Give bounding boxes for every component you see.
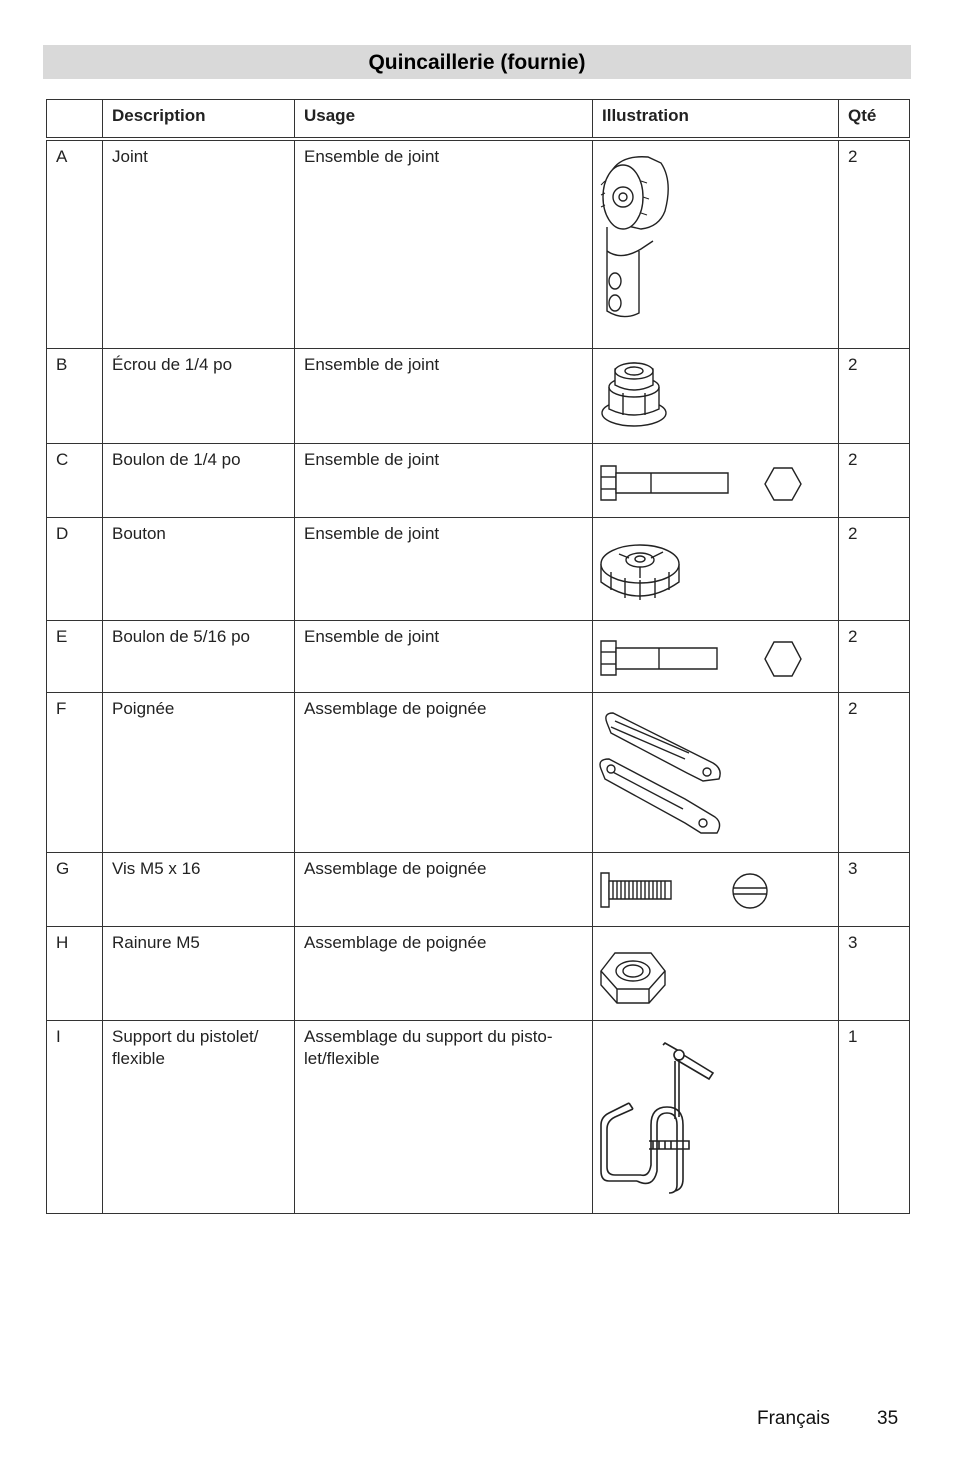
header-letter [47,100,103,140]
row-illustration [593,692,839,852]
row-description: Écrou de 1/4 po [103,348,295,443]
row-description: Support du pistolet/ flexible [103,1020,295,1213]
row-illustration [593,517,839,620]
row-usage: Ensemble de joint [295,620,593,692]
row-letter: C [47,443,103,517]
bolt-icon [593,621,839,691]
row-description: Boulon de 5/16 po [103,620,295,692]
joint-icon [593,141,839,347]
row-illustration [593,620,839,692]
row-description: Poignée [103,692,295,852]
row-illustration [593,348,839,443]
row-qty: 2 [839,620,910,692]
handle-icon [593,693,839,851]
row-qty: 2 [839,443,910,517]
row-letter: I [47,1020,103,1213]
table-row [47,517,910,620]
row-qty: 2 [839,139,910,348]
table-row [47,620,910,692]
row-illustration [593,926,839,1020]
row-usage: Ensemble de joint [295,348,593,443]
row-usage: Ensemble de joint [295,517,593,620]
row-illustration [593,443,839,517]
row-usage: Assemblage de poignée [295,692,593,852]
footer-page-number: 35 [877,1408,899,1429]
flange-nut-icon [593,349,839,441]
row-letter: G [47,852,103,926]
table-row [47,348,910,443]
row-qty: 3 [839,852,910,926]
row-illustration [593,1020,839,1213]
row-letter: A [47,139,103,348]
row-qty: 1 [839,1020,910,1213]
knob-icon [593,518,839,618]
table-row [47,692,910,852]
row-description: Bouton [103,517,295,620]
table-row [47,852,910,926]
table-row [47,139,910,348]
row-illustration [593,139,839,348]
row-letter: H [47,926,103,1020]
row-usage: Assemblage de poignée [295,926,593,1020]
row-qty: 2 [839,348,910,443]
row-usage: Ensemble de joint [295,139,593,348]
row-letter: F [47,692,103,852]
row-description: Vis M5 x 16 [103,852,295,926]
table-header-row [47,100,910,140]
row-qty: 2 [839,517,910,620]
gun-hose-holder-icon [593,1021,839,1211]
header-description: Description [103,100,295,140]
row-usage: Assemblage du support du pisto-let/flexible [295,1020,593,1213]
bolt-icon [593,444,839,516]
row-letter: B [47,348,103,443]
page-title: Quincaillerie (fournie) [43,45,911,79]
row-qty: 2 [839,692,910,852]
row-letter: D [47,517,103,620]
table-row [47,443,910,517]
table-row [47,926,910,1020]
row-description: Rainure M5 [103,926,295,1020]
row-usage: Ensemble de joint [295,443,593,517]
row-qty: 3 [839,926,910,1020]
header-qty: Qté [839,100,910,140]
table-row [47,1020,910,1213]
row-usage: Assemblage de poignée [295,852,593,926]
header-usage: Usage [295,100,593,140]
row-description: Boulon de 1/4 po [103,443,295,517]
hex-nut-icon [593,927,839,1019]
row-illustration [593,852,839,926]
hardware-table [46,99,910,1214]
screw-icon [593,853,839,925]
row-description: Joint [103,139,295,348]
row-letter: E [47,620,103,692]
footer-language: Français [757,1408,830,1429]
header-illustration: Illustration [593,100,839,140]
